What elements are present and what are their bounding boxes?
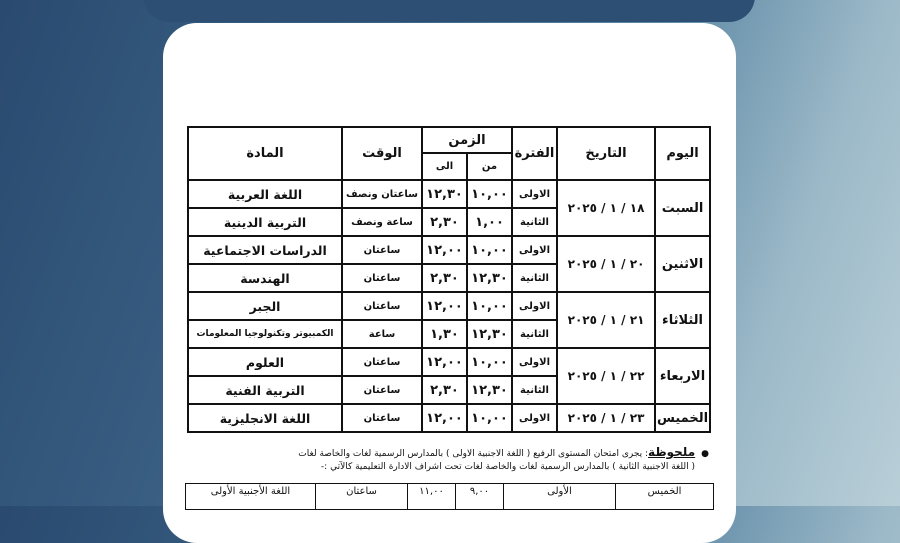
note-line-2: [187, 461, 709, 474]
date-cell: ١٨ / ١ / ٢٠٢٥: [557, 180, 655, 236]
note-block: [187, 446, 709, 474]
top-banner: [143, 0, 755, 22]
header-period: الفترة: [512, 127, 557, 180]
to-cell: ١٢,٣٠: [422, 180, 467, 208]
duration-cell: ساعتان: [342, 264, 422, 292]
date-cell: ٢٣ / ١ / ٢٠٢٥: [557, 404, 655, 432]
duration-cell: ساعتان: [342, 376, 422, 404]
to-cell: ١٢,٠٠: [422, 348, 467, 376]
date-cell: ٢٢ / ١ / ٢٠٢٥: [557, 348, 655, 404]
to-cell: ٢,٣٠: [422, 208, 467, 236]
from-cell: ١٢,٣٠: [467, 320, 512, 348]
from-cell: ١٠,٠٠: [467, 348, 512, 376]
period-cell: الثانية: [512, 208, 557, 236]
from-cell: ٩,٠٠: [456, 484, 504, 510]
table-row: [188, 236, 710, 264]
exam-schedule-sheet: [187, 126, 709, 433]
header-subject: المادة: [188, 127, 342, 180]
period-cell: الأولى: [504, 484, 616, 510]
note-text-1: : يجرى امتحان المستوى الرفيع ( اللغة الاجنبية الاولى ) بالمدارس الرسمية لغات والخاصة لغات: [298, 449, 649, 459]
period-cell: الاولى: [512, 292, 557, 320]
from-cell: ١٠,٠٠: [467, 404, 512, 432]
note-text-2: ( اللغة الاجنبية الثانية ) بالمدارس الرسمية لغات والخاصة لغات تحت اشراف الادارة التعليمية كالآتي :-: [320, 462, 695, 472]
duration-cell: ساعتان: [342, 236, 422, 264]
header-day: اليوم: [655, 127, 710, 180]
period-cell: الثانية: [512, 376, 557, 404]
period-cell: الاولى: [512, 404, 557, 432]
day-cell: الاثنين: [655, 236, 710, 292]
subject-cell: الكمبيوتر وتكنولوجيا المعلومات: [188, 320, 342, 348]
from-cell: ١٢,٣٠: [467, 264, 512, 292]
from-cell: ١٠,٠٠: [467, 236, 512, 264]
bullet-icon: ●: [701, 449, 709, 459]
duration-cell: ساعتان: [342, 404, 422, 432]
subject-cell: اللغة العربية: [188, 180, 342, 208]
duration-cell: ساعة ونصف: [342, 208, 422, 236]
subject-cell: الدراسات الاجتماعية: [188, 236, 342, 264]
subject-cell: العلوم: [188, 348, 342, 376]
header-duration: الوقت: [342, 127, 422, 180]
day-cell: الخميس: [616, 484, 714, 510]
from-cell: ١٢,٣٠: [467, 376, 512, 404]
duration-cell: ساعتان ونصف: [342, 180, 422, 208]
table-row: [188, 292, 710, 320]
day-cell: الاربعاء: [655, 348, 710, 404]
duration-cell: ساعتان: [316, 484, 408, 510]
to-cell: ٢,٣٠: [422, 264, 467, 292]
from-cell: ١٠,٠٠: [467, 292, 512, 320]
subject-cell: الجبر: [188, 292, 342, 320]
date-cell: ٢١ / ١ / ٢٠٢٥: [557, 292, 655, 348]
day-cell: الخميس: [655, 404, 710, 432]
day-cell: الثلاثاء: [655, 292, 710, 348]
subject-cell: الهندسة: [188, 264, 342, 292]
header-to: الى: [422, 153, 467, 180]
table-row: [188, 348, 710, 376]
to-cell: ١١,٠٠: [408, 484, 456, 510]
to-cell: ١٢,٠٠: [422, 292, 467, 320]
period-cell: الاولى: [512, 236, 557, 264]
subject-cell: التربية الفنية: [188, 376, 342, 404]
duration-cell: ساعة: [342, 320, 422, 348]
table-row: [188, 180, 710, 208]
day-cell: السبت: [655, 180, 710, 236]
period-cell: الثانية: [512, 264, 557, 292]
period-cell: الثانية: [512, 320, 557, 348]
subject-cell: اللغة الانجليزية: [188, 404, 342, 432]
to-cell: ١٢,٠٠: [422, 404, 467, 432]
to-cell: ٢,٣٠: [422, 376, 467, 404]
header-date: التاريخ: [557, 127, 655, 180]
from-cell: ١٠,٠٠: [467, 180, 512, 208]
period-cell: الاولى: [512, 348, 557, 376]
to-cell: ١٢,٠٠: [422, 236, 467, 264]
exam-schedule-table: [187, 126, 711, 433]
period-cell: الاولى: [512, 180, 557, 208]
subject-cell: التربية الدينية: [188, 208, 342, 236]
duration-cell: ساعتان: [342, 292, 422, 320]
to-cell: ١,٣٠: [422, 320, 467, 348]
note-line-1: [187, 446, 709, 461]
note-label: ملحوظة: [648, 445, 696, 459]
date-cell: ٢٠ / ١ / ٢٠٢٥: [557, 236, 655, 292]
subject-cell: اللغة الأجنبية الأولى: [186, 484, 316, 510]
duration-cell: ساعتان: [342, 348, 422, 376]
header-from: من: [467, 153, 512, 180]
table-row: [188, 404, 710, 432]
header-time: الزمن: [422, 127, 512, 153]
from-cell: ١,٠٠: [467, 208, 512, 236]
